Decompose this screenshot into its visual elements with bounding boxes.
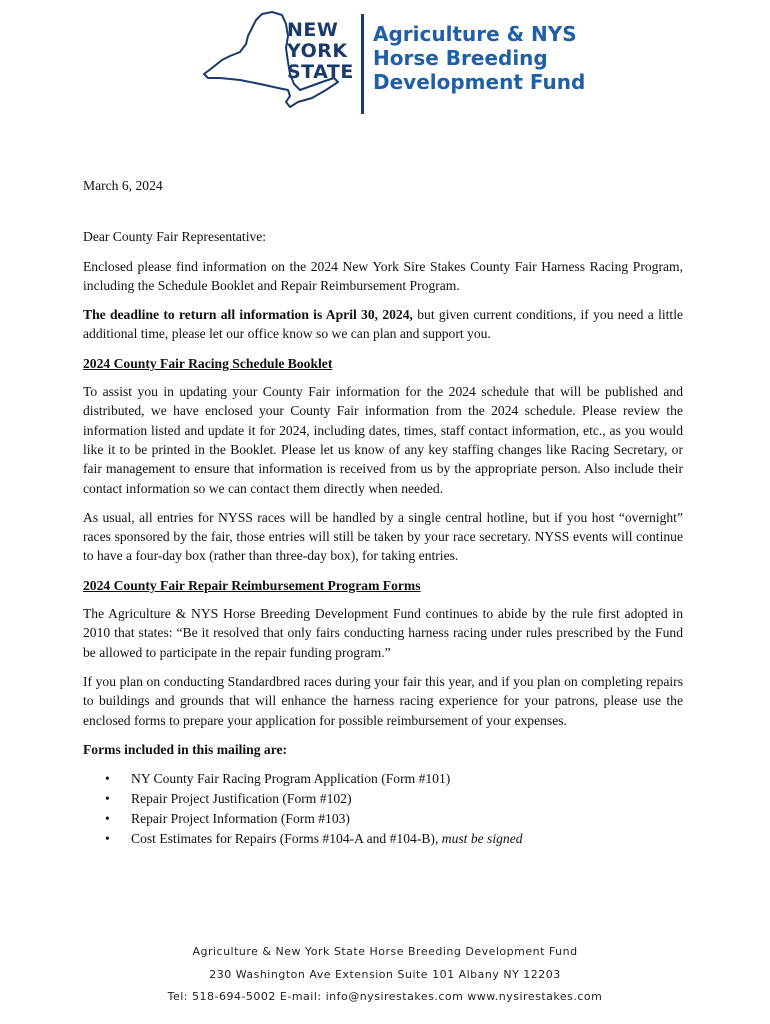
letter-date: March 6, 2024: [83, 178, 163, 193]
fund-wordmark-line: Agriculture & NYS: [373, 22, 577, 46]
schedule-paragraph: To assist you in updating your County Fair information for the 2024 schedule that will be published and distributed, we have enclosed your County Fair information from the 2024 schedule. Please review the information listed and update it for 2024, including dates, times, staff contact information, etc., as you would like it to be printed in the Booklet. Please let us know of any key staffing changes like Racing Secretary, or fair management to ensure that information is received from us by the appropriate person. Also include their contact information so we can contact them directly when needed.: [83, 384, 683, 496]
rule-paragraph: The Agriculture & NYS Horse Breeding Development Fund continues to abide by the rule first adopted in 2010 that states: “Be it resolved that only fairs conducting harness racing under rules prescribed by the Fund be allowed to participate in the repair funding program.”: [83, 606, 683, 660]
bullet-icon: •: [105, 831, 110, 847]
section-heading-repair-forms: 2024 County Fair Repair Reimbursement Program Forms: [83, 577, 421, 593]
fund-wordmark: [373, 22, 585, 94]
logo-divider: [361, 14, 364, 114]
list-item: [105, 809, 683, 829]
form-item-text: NY County Fair Racing Program Application (Form #101): [131, 771, 451, 787]
salutation: Dear County Fair Representative:: [83, 229, 267, 245]
form-item-text: Repair Project Information (Form #103): [131, 811, 350, 827]
form-item-text: Cost Estimates for Repairs (Forms #104-A and #104-B),: [131, 831, 442, 847]
entries-paragraph: As usual, all entries for NYSS races will be handled by a single central hotline, but if you host “overnight” races sponsored by the fair, those entries will still be taken by your race secretary. NYSS events will continue to have a four-day box (rather than three-day box), for taking entries.: [83, 509, 683, 564]
must-be-signed-note: must be signed: [441, 831, 523, 847]
form-item-text: Repair Project Justification (Form #102): [131, 791, 352, 807]
letterhead-logo: [200, 10, 586, 110]
new-york-state-wordmark: [287, 20, 354, 83]
deadline-bold-text: The deadline to return all information is April 30, 2024,: [83, 307, 413, 323]
letter-body: [83, 176, 683, 849]
list-item: [105, 769, 683, 789]
wordmark-line: YORK: [287, 40, 348, 62]
fund-wordmark-line: Development Fund: [373, 70, 586, 94]
footer-contact: Tel: 518-694-5002 E-mail: info@nysirestakes.com www.nysirestakes.com: [167, 990, 603, 1003]
intro-paragraph: Enclosed please find information on the 2024 New York Sire Stakes County Fair Harness Racing Program, including the Schedule Booklet and Repair Reimbursement Program.: [83, 258, 683, 293]
bullet-icon: •: [105, 771, 110, 787]
bullet-icon: •: [105, 791, 110, 807]
forms-list: [83, 769, 683, 849]
wordmark-line: NEW: [287, 19, 339, 41]
deadline-paragraph: [83, 305, 683, 344]
section-heading-schedule-booklet: 2024 County Fair Racing Schedule Booklet: [83, 355, 333, 371]
wordmark-line: STATE: [287, 61, 354, 83]
list-item: [105, 829, 683, 849]
fund-wordmark-line: Horse Breeding: [373, 46, 548, 70]
footer-org: Agriculture & New York State Horse Breeding Development Fund: [192, 945, 578, 958]
deadline-rest-text: but given current conditions, if you need a little additional time, please let our office know so we can plan and support you.: [83, 307, 683, 342]
letter-footer: [0, 941, 770, 1009]
forms-list-title: Forms included in this mailing are:: [83, 741, 288, 757]
bullet-icon: •: [105, 811, 110, 827]
footer-address: 230 Washington Ave Extension Suite 101 Albany NY 12203: [209, 967, 561, 981]
list-item: [105, 789, 683, 809]
repairs-paragraph: If you plan on conducting Standardbred races during your fair this year, and if you plan on completing repairs to buildings and grounds that will enhance the harness racing experience for your patrons, please use the enclosed forms to prepare your application for possible reimbursement of your expenses.: [83, 673, 683, 728]
